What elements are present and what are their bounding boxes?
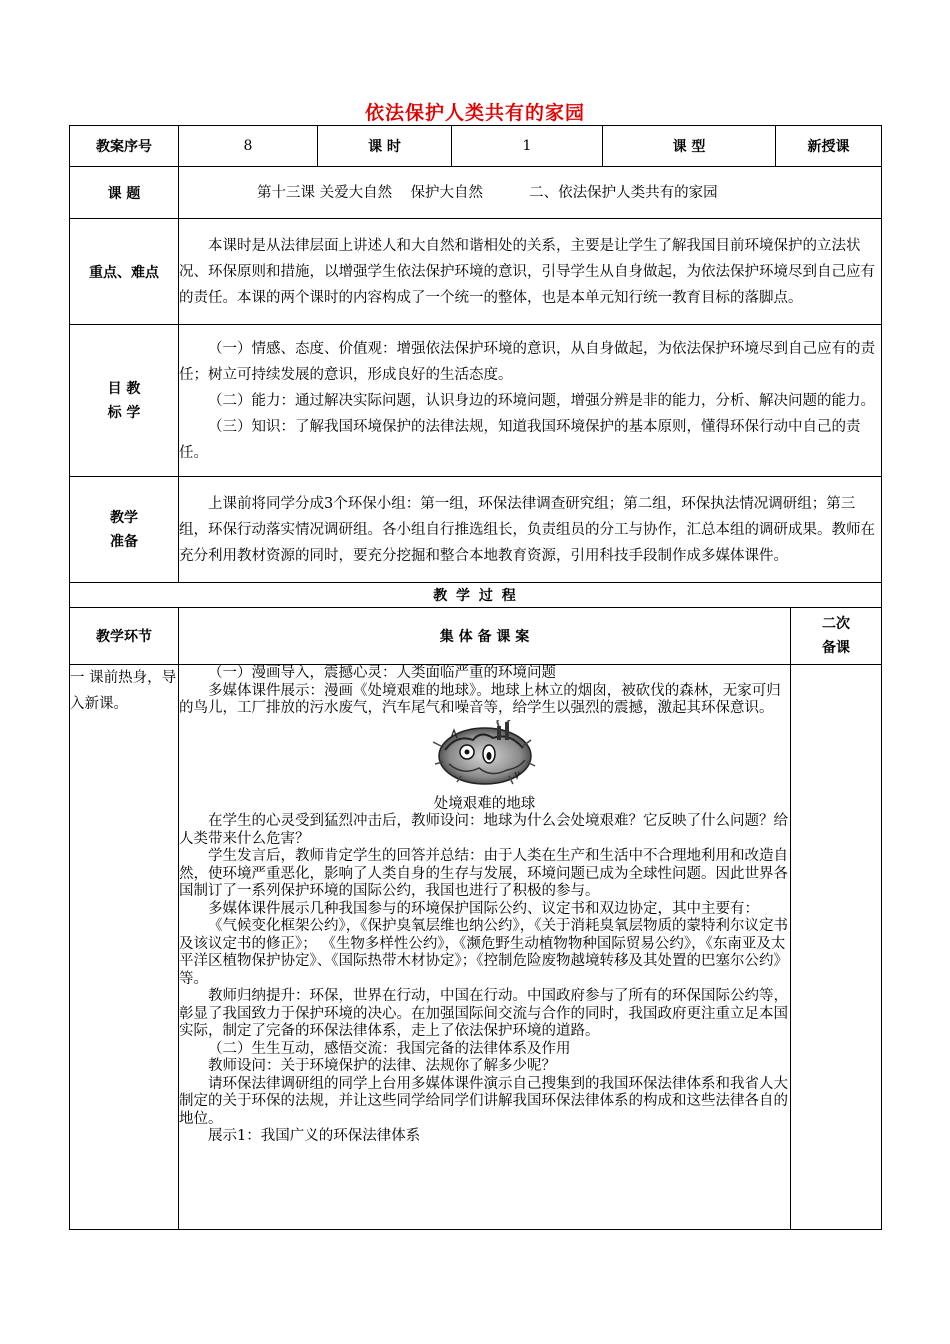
preparation-label-line2: 准备 bbox=[110, 533, 138, 550]
lesson-plan-table bbox=[69, 125, 882, 1230]
image-caption: 处境艰难的地球 bbox=[433, 796, 536, 812]
preparation-text: 上课前将同学分成3个环保小组：第一组，环保法律调查研究组；第二组，环保执法情况调研组；第三组，环保行动落实情况调研组。各小组自行推选组长，负责组员的分工与协作，汇总本组的调研成果。教师在充分利用教材资源的同时，要充分挖掘和整合本地教育资源，引用科技手段制作成多媒体课件。 bbox=[179, 477, 882, 583]
plan-paragraph: 在学生的心灵受到猛烈冲击后，教师设问：地球为什么会处境艰难？它反映了什么问题？给人类带来什么危害？ bbox=[179, 813, 788, 847]
seq-label: 教案序号 bbox=[70, 126, 179, 167]
process-content-row bbox=[70, 665, 882, 1230]
period-label: 课 时 bbox=[318, 126, 452, 167]
key-points-row bbox=[70, 219, 882, 325]
objective-item-3: （三）知识：了解我国环境保护的法律法规，知道我国环境保护的基本原则，懂得环保行动中自己的责任。 bbox=[179, 418, 861, 461]
plan-paragraph: 多媒体课件展示几种我国参与的环境保护国际公约、议定书和双边协定，其中主要有： bbox=[208, 900, 759, 917]
objectives-label-line1: 目 教 bbox=[107, 380, 141, 397]
objectives-label-line2: 标 学 bbox=[107, 404, 141, 421]
process-heading: 教 学 过 程 bbox=[70, 583, 882, 608]
plan-paragraph: 教师归纳提升：环保，世界在行动，中国在行动。中国政府参与了所有的环保国际公约等，彰显了我国致力于保护环境的决心。在加强国际间交流与合作的同时，我国政府更注重立足本国实际，制定了完备的环保法律体系，走上了依法保护环境的道路。 bbox=[179, 988, 788, 1039]
period-value: 1 bbox=[452, 126, 603, 167]
objectives-text bbox=[179, 325, 882, 477]
col-second-line2: 备课 bbox=[822, 640, 850, 656]
plan-paragraph: 多媒体课件展示：漫画《处境艰难的地球》。地球上林立的烟囱，被砍伐的森林，无家可归的鸟儿，工厂排放的污水废气，汽车尾气和噪音等，给学生以强烈的震撼，激起其环保意识。 bbox=[179, 682, 781, 716]
plan-paragraph: 请环保法律调研组的同学上台用多媒体课件演示自己搜集到的我国环保法律体系和我省人大制定的关于环保的法规，并让这些同学给同学们讲解我国环保法律体系的构成和这些法律各自的地位。 bbox=[179, 1075, 788, 1127]
info-row bbox=[70, 126, 882, 167]
topic-text: 第十三课 关爱大自然 保护大自然 二、依法保护人类共有的家园 bbox=[179, 167, 882, 219]
process-columns-row bbox=[70, 608, 882, 665]
stage-1-text: 一 课前热身，导入新课。 bbox=[70, 665, 179, 1230]
process-heading-row bbox=[70, 583, 882, 608]
document-title: 依法保护人类共有的家园 bbox=[364, 102, 585, 124]
plan-content bbox=[179, 665, 791, 1230]
key-points-label: 重点、难点 bbox=[70, 219, 179, 325]
preparation-label-line1: 教学 bbox=[110, 509, 138, 526]
key-points-text: 本课时是从法律层面上讲述人和大自然和谐相处的关系，主要是让学生了解我国目前环境保护的立法状况、环保原则和措施，以增强学生依法保护环境的意识，引导学生从自身做起，为依法保护环境尽到自己应有的责任。本课的两个课时的内容构成了一个统一的整体，也是本单元知行统一教育目标的落脚点。 bbox=[179, 219, 882, 325]
objectives-row bbox=[70, 325, 882, 477]
plan-paragraph: 学生发言后，教师肯定学生的回答并总结：由于人类在生产和生活中不合理地利用和改造自然，使环境严重恶化，影响了人类自身的生存与发展，环境问题已成为全球性问题。因此世界各国制订了一系列保护环境的国际公约，我国也进行了积极的参与。 bbox=[179, 848, 788, 899]
type-value: 新授课 bbox=[776, 126, 882, 167]
col-second-line1: 二次 bbox=[822, 616, 850, 632]
plan-paragraph: （一）漫画导入，震撼心灵：人类面临严重的环境问题 bbox=[208, 665, 556, 681]
seq-value: 8 bbox=[179, 126, 318, 167]
col-stage-header: 教学环节 bbox=[70, 608, 179, 665]
topic-label: 课 题 bbox=[70, 167, 179, 219]
plan-paragraph: 教师设问：关于环境保护的法律、法规你了解多少呢？ bbox=[208, 1058, 556, 1074]
objective-item-1: （一）情感、态度、价值观：增强依法保护环境的意识，从自身做起，为依法保护环境尽到自己应有的责任；树立可持续发展的意识，形成良好的生活态度。 bbox=[179, 340, 875, 383]
preparation-label bbox=[70, 477, 179, 583]
plan-paragraph: （二）生生互动，感悟交流：我国完备的法律体系及作用 bbox=[208, 1040, 571, 1057]
type-label: 课 型 bbox=[603, 126, 776, 167]
plan-paragraph: 展示1：我国广义的环保法律体系 bbox=[208, 1128, 421, 1144]
objectives-label bbox=[70, 325, 179, 477]
topic-row bbox=[70, 167, 882, 219]
preparation-row bbox=[70, 477, 882, 583]
plan-paragraph: 《气候变化框架公约》，《保护臭氧层维也纳公约》，《关于消耗臭氧层物质的蒙特利尔议定书及该议定书的修正》； 《生物多样性公约》，《濒危野生动植物物种国际贸易公约》，《东南亚及太平洋区植物保护协定》、《国际热带木材协定》；《控制危险废物越境转移及其处置的巴塞尔公约》等。 bbox=[179, 918, 788, 987]
col-second-header bbox=[791, 608, 882, 665]
earth-cartoon-icon bbox=[427, 720, 543, 788]
second-prep-cell bbox=[791, 665, 882, 1230]
col-plan-header: 集 体 备 课 案 bbox=[179, 608, 791, 665]
objective-item-2: （二）能力：通过解决实际问题，认识身边的环境问题，增强分辨是非的能力，分析、解决问题的能力。 bbox=[208, 392, 875, 409]
earth-cartoon-image bbox=[179, 720, 790, 794]
